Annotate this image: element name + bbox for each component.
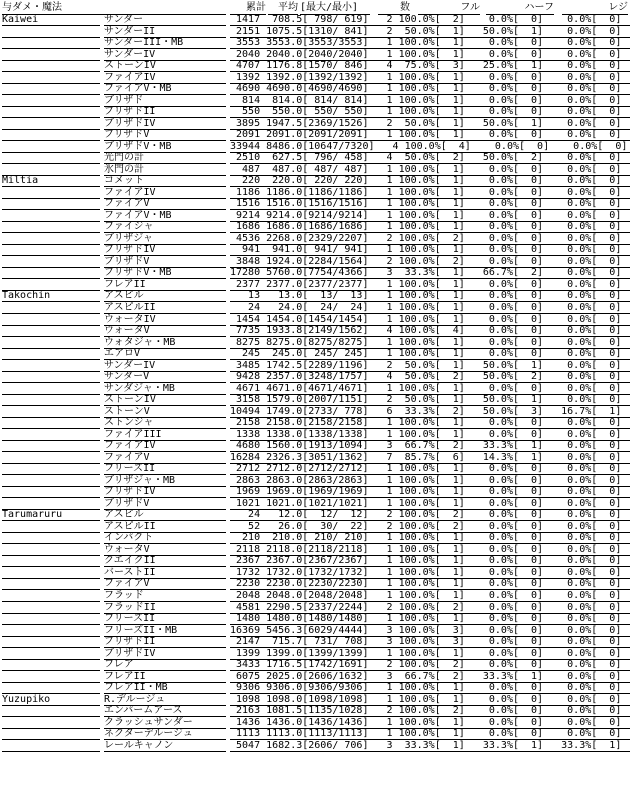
table-row	[0, 705, 633, 716]
header-average: 平均	[268, 2, 298, 15]
magic-name: アスピル	[104, 290, 226, 302]
player-name	[2, 267, 100, 279]
table-row	[0, 26, 633, 37]
header-half: ハーフ	[486, 2, 554, 15]
damage-stats: 2863 2863.0[2863/2863] 1 100.0%[ 1] 0.0%[ 0] 0.0%[ 0]	[230, 475, 630, 487]
damage-stats: 10494 1749.0[2733/ 778] 6 33.3%[ 2] 50.0%[ 3] 16.7%[ 1]	[230, 406, 630, 418]
magic-name: サンダーIV	[104, 49, 226, 61]
magic-name: フレア	[104, 659, 226, 671]
magic-name: フレアII	[104, 671, 226, 683]
magic-name: バーストII	[104, 567, 226, 579]
damage-stats: 1338 1338.0[1338/1338] 1 100.0%[ 1] 0.0%[ 0] 0.0%[ 0]	[230, 429, 630, 441]
table-row	[0, 302, 633, 313]
table-row	[0, 717, 633, 728]
player-name	[2, 486, 100, 498]
player-name	[2, 221, 100, 233]
table-row	[0, 60, 633, 71]
table-row	[0, 440, 633, 451]
magic-name: ブリザドV・MB	[104, 141, 226, 153]
player-name	[2, 360, 100, 372]
player-name	[2, 141, 100, 153]
damage-stats: 1399 1399.0[1399/1399] 1 100.0%[ 1] 0.0%[ 0] 0.0%[ 0]	[230, 648, 630, 660]
player-name	[2, 659, 100, 671]
damage-stats: 1021 1021.0[1021/1021] 1 100.0%[ 1] 0.0%[ 0] 0.0%[ 0]	[230, 498, 630, 510]
table-row	[0, 613, 633, 624]
magic-name: フレアII	[104, 279, 226, 291]
table-row	[0, 348, 633, 359]
magic-name: フラッドII	[104, 602, 226, 614]
table-row	[0, 555, 633, 566]
player-name	[2, 26, 100, 38]
player-name	[2, 302, 100, 314]
player-name	[2, 244, 100, 256]
table-row	[0, 509, 633, 520]
player-name	[2, 371, 100, 383]
magic-name: ウォタジャ・MB	[104, 337, 226, 349]
damage-stats: 9428 2357.0[3248/1757] 4 50.0%[ 2] 50.0%[ 2] 0.0%[ 0]	[230, 371, 630, 383]
magic-name: サンダー	[104, 14, 226, 26]
damage-stats: 3895 1947.5[2369/1526] 2 50.0%[ 1] 50.0%[ 1] 0.0%[ 0]	[230, 118, 630, 130]
damage-stats: 1969 1969.0[1969/1969] 1 100.0%[ 1] 0.0%[ 0] 0.0%[ 0]	[230, 486, 630, 498]
damage-stats: 1436 1436.0[1436/1436] 1 100.0%[ 1] 0.0%[ 0] 0.0%[ 0]	[230, 717, 630, 729]
player-name	[2, 429, 100, 441]
table-row	[0, 129, 633, 140]
table-row	[0, 37, 633, 48]
damage-stats: 13 13.0[ 13/ 13] 1 100.0%[ 1] 0.0%[ 0] 0.0%[ 0]	[230, 290, 630, 302]
damage-stats: 24 24.0[ 24/ 24] 1 100.0%[ 1] 0.0%[ 0] 0.0%[ 0]	[230, 302, 630, 314]
magic-name: エンパームアース	[104, 705, 226, 717]
magic-name: ウォータIV	[104, 314, 226, 326]
magic-name: コメット	[104, 175, 226, 187]
damage-stats: 9214 9214.0[9214/9214] 1 100.0%[ 1] 0.0%[ 0] 0.0%[ 0]	[230, 210, 630, 222]
player-name	[2, 314, 100, 326]
player-name	[2, 532, 100, 544]
damage-stats: 3433 1716.5[1742/1691] 2 100.0%[ 2] 0.0%[ 0] 0.0%[ 0]	[230, 659, 630, 671]
damage-stats: 1186 1186.0[1186/1186] 1 100.0%[ 1] 0.0%[ 0] 0.0%[ 0]	[230, 187, 630, 199]
magic-name: ストーンIV	[104, 394, 226, 406]
table-row	[0, 106, 633, 117]
player-name	[2, 498, 100, 510]
table-row	[0, 337, 633, 348]
damage-stats: 4581 2290.5[2337/2244] 2 100.0%[ 2] 0.0%[ 0] 0.0%[ 0]	[230, 602, 630, 614]
magic-name: ブリザドIV	[104, 244, 226, 256]
table-row	[0, 187, 633, 198]
player-name	[2, 325, 100, 337]
table-row	[0, 417, 633, 428]
magic-name: ブリザジャ	[104, 233, 226, 245]
player-name: Tarumaruru	[2, 509, 100, 521]
magic-name: 氷門の計	[104, 164, 226, 176]
damage-stats: 2712 2712.0[2712/2712] 1 100.0%[ 1] 0.0%[ 0] 0.0%[ 0]	[230, 463, 630, 475]
damage-stats: 245 245.0[ 245/ 245] 1 100.0%[ 1] 0.0%[ 0] 0.0%[ 0]	[230, 348, 630, 360]
damage-stats: 1516 1516.0[1516/1516] 1 100.0%[ 1] 0.0%[ 0] 0.0%[ 0]	[230, 198, 630, 210]
magic-name: ストーンIV	[104, 60, 226, 72]
magic-name: ブリザドII	[104, 106, 226, 118]
player-name	[2, 406, 100, 418]
magic-name: ファイアIII	[104, 429, 226, 441]
magic-name: レールキャノン	[104, 740, 226, 752]
magic-name: ファイアV・MB	[104, 83, 226, 95]
table-row	[0, 72, 633, 83]
magic-name: ブリザドV	[104, 129, 226, 141]
table-row	[0, 360, 633, 371]
table-row	[0, 498, 633, 509]
damage-stats: 1417 708.5[ 798/ 619] 2 100.0%[ 2] 0.0%[ 0] 0.0%[ 0]	[230, 14, 630, 26]
table-row	[0, 625, 633, 636]
table-row	[0, 198, 633, 209]
table-row	[0, 210, 633, 221]
player-name	[2, 164, 100, 176]
player-name	[2, 671, 100, 683]
damage-stats: 210 210.0[ 210/ 210] 1 100.0%[ 1] 0.0%[ 0] 0.0%[ 0]	[230, 532, 630, 544]
player-name	[2, 567, 100, 579]
magic-name: ブリザドV・MB	[104, 267, 226, 279]
table-row	[0, 429, 633, 440]
damage-stats: 33944 8486.0[10647/7320] 4 100.0%[ 4] 0.0%[ 0] 0.0%[ 0]	[230, 141, 630, 153]
table-row	[0, 694, 633, 705]
damage-stats: 2048 2048.0[2048/2048] 1 100.0%[ 1] 0.0%[ 0] 0.0%[ 0]	[230, 590, 630, 602]
damage-stats: 6075 2025.0[2606/1632] 3 66.7%[ 2] 33.3%[ 1] 0.0%[ 0]	[230, 671, 630, 683]
player-name	[2, 578, 100, 590]
magic-name: フリーズII	[104, 463, 226, 475]
magic-name: ストーンV	[104, 406, 226, 418]
table-row	[0, 221, 633, 232]
player-name: Miltia	[2, 175, 100, 187]
player-name	[2, 187, 100, 199]
magic-name: インパクト	[104, 532, 226, 544]
magic-name: ネクターデルージュ	[104, 728, 226, 740]
damage-stats: 814 814.0[ 814/ 814] 1 100.0%[ 1] 0.0%[ 0] 0.0%[ 0]	[230, 95, 630, 107]
table-row	[0, 49, 633, 60]
table-row	[0, 728, 633, 739]
player-name	[2, 544, 100, 556]
damage-stats: 941 941.0[ 941/ 941] 1 100.0%[ 1] 0.0%[ 0] 0.0%[ 0]	[230, 244, 630, 256]
magic-name: アスピルII	[104, 302, 226, 314]
table-row	[0, 475, 633, 486]
damage-stats: 1732 1732.0[1732/1732] 1 100.0%[ 1] 0.0%[ 0] 0.0%[ 0]	[230, 567, 630, 579]
damage-stats: 2091 2091.0[2091/2091] 1 100.0%[ 1] 0.0%[ 0] 0.0%[ 0]	[230, 129, 630, 141]
player-name	[2, 452, 100, 464]
player-name: Yuzupiko	[2, 694, 100, 706]
damage-stats: 2163 1081.5[1135/1028] 2 100.0%[ 2] 0.0%[ 0] 0.0%[ 0]	[230, 705, 630, 717]
magic-name: フリーズII	[104, 613, 226, 625]
table-row	[0, 371, 633, 382]
magic-name: アスピルII	[104, 521, 226, 533]
player-name: Kaiwei	[2, 14, 100, 26]
table-row	[0, 267, 633, 278]
damage-stats: 17280 5760.0[7754/4366] 3 33.3%[ 1] 66.7%[ 2] 0.0%[ 0]	[230, 267, 630, 279]
table-row	[0, 175, 633, 186]
magic-name: ファイアIV	[104, 187, 226, 199]
magic-name: サンダーII	[104, 26, 226, 38]
damage-stats: 3485 1742.5[2289/1196] 2 50.0%[ 1] 50.0%[ 1] 0.0%[ 0]	[230, 360, 630, 372]
damage-stats: 52 26.0[ 30/ 22] 2 100.0%[ 2] 0.0%[ 0] 0.0%[ 0]	[230, 521, 630, 533]
magic-name: ブリザドIV	[104, 118, 226, 130]
player-name	[2, 555, 100, 567]
damage-stats: 220 220.0[ 220/ 220] 1 100.0%[ 1] 0.0%[ 0] 0.0%[ 0]	[230, 175, 630, 187]
table-row	[0, 279, 633, 290]
damage-stats: 550 550.0[ 550/ 550] 1 100.0%[ 1] 0.0%[ 0] 0.0%[ 0]	[230, 106, 630, 118]
damage-stats: 1686 1686.0[1686/1686] 1 100.0%[ 1] 0.0%[ 0] 0.0%[ 0]	[230, 221, 630, 233]
magic-name: 光門の計	[104, 152, 226, 164]
damage-stats: 1113 1113.0[1113/1113] 1 100.0%[ 1] 0.0%[ 0] 0.0%[ 0]	[230, 728, 630, 740]
damage-stats: 1454 1454.0[1454/1454] 1 100.0%[ 1] 0.0%[ 0] 0.0%[ 0]	[230, 314, 630, 326]
player-name	[2, 740, 100, 752]
table-row	[0, 486, 633, 497]
table-row	[0, 233, 633, 244]
magic-name: クラッシュサンダー	[104, 717, 226, 729]
player-name	[2, 383, 100, 395]
magic-name: サンダジャ・MB	[104, 383, 226, 395]
player-name	[2, 198, 100, 210]
magic-name: ブリザド	[104, 95, 226, 107]
table-row	[0, 314, 633, 325]
player-name	[2, 682, 100, 694]
damage-stats: 2230 2230.0[2230/2230] 1 100.0%[ 1] 0.0%[ 0] 0.0%[ 0]	[230, 578, 630, 590]
header-player-magic: 与ダメ・魔法	[2, 2, 100, 15]
player-name	[2, 475, 100, 487]
damage-stats: 2151 1075.5[1310/ 841] 2 50.0%[ 1] 50.0%[ 1] 0.0%[ 0]	[230, 26, 630, 38]
player-name	[2, 463, 100, 475]
damage-stats: 1480 1480.0[1480/1480] 1 100.0%[ 1] 0.0%[ 0] 0.0%[ 0]	[230, 613, 630, 625]
player-name	[2, 279, 100, 291]
table-row	[0, 578, 633, 589]
player-name	[2, 636, 100, 648]
magic-name: ストンジャ	[104, 417, 226, 429]
magic-name: ファイアV・MB	[104, 210, 226, 222]
player-name	[2, 95, 100, 107]
magic-name: ブリザジャ・MB	[104, 475, 226, 487]
magic-name: フラッド	[104, 590, 226, 602]
player-name	[2, 49, 100, 61]
damage-stats: 5047 1682.3[2606/ 706] 3 33.3%[ 1] 33.3%[ 1] 33.3%[ 1]	[230, 740, 630, 752]
table-row	[0, 544, 633, 555]
damage-stats: 3158 1579.0[2007/1151] 2 50.0%[ 1] 50.0%[ 1] 0.0%[ 0]	[230, 394, 630, 406]
damage-stats: 4690 4690.0[4690/4690] 1 100.0%[ 1] 0.0%[ 0] 0.0%[ 0]	[230, 83, 630, 95]
player-name	[2, 83, 100, 95]
player-name	[2, 590, 100, 602]
magic-name: ブリザドIV	[104, 486, 226, 498]
magic-name: ウォータV	[104, 325, 226, 337]
magic-name: ウォータV	[104, 544, 226, 556]
damage-stats: 487 487.0[ 487/ 487] 1 100.0%[ 1] 0.0%[ 0] 0.0%[ 0]	[230, 164, 630, 176]
table-row	[0, 325, 633, 336]
header-full: フル	[418, 2, 480, 15]
magic-name: ブリザドV	[104, 256, 226, 268]
magic-name: フレアII・MB	[104, 682, 226, 694]
player-name	[2, 717, 100, 729]
damage-stats: 1098 1098.0[1098/1098] 1 100.0%[ 1] 0.0%[ 0] 0.0%[ 0]	[230, 694, 630, 706]
header-total: 累計	[230, 2, 266, 15]
magic-name: ファイアV	[104, 198, 226, 210]
damage-stats: 2367 2367.0[2367/2367] 1 100.0%[ 1] 0.0%[ 0] 0.0%[ 0]	[230, 555, 630, 567]
player-name	[2, 256, 100, 268]
table-row	[0, 636, 633, 647]
magic-name: ファイジャ	[104, 221, 226, 233]
header-count: 数	[378, 2, 410, 15]
player-name	[2, 337, 100, 349]
table-row	[0, 141, 633, 152]
table-row	[0, 602, 633, 613]
player-name	[2, 210, 100, 222]
magic-name: サンダーIV	[104, 360, 226, 372]
magic-name: フリーズII・MB	[104, 625, 226, 637]
player-name	[2, 106, 100, 118]
damage-stats: 7735 1933.8[2149/1562] 4 100.0%[ 4] 0.0%[ 0] 0.0%[ 0]	[230, 325, 630, 337]
damage-stats: 16369 5456.3[6029/4444] 3 100.0%[ 3] 0.0%[ 0] 0.0%[ 0]	[230, 625, 630, 637]
player-name	[2, 233, 100, 245]
table-row	[0, 532, 633, 543]
damage-stats: 4536 2268.0[2329/2207] 2 100.0%[ 2] 0.0%[ 0] 0.0%[ 0]	[230, 233, 630, 245]
player-name	[2, 72, 100, 84]
player-name	[2, 129, 100, 141]
player-name	[2, 60, 100, 72]
table-row	[0, 83, 633, 94]
header-resist: レジ	[562, 2, 628, 15]
magic-name: ファイアV	[104, 578, 226, 590]
magic-name: クエイクII	[104, 555, 226, 567]
player-name	[2, 705, 100, 717]
player-name	[2, 521, 100, 533]
table-row	[0, 671, 633, 682]
damage-stats: 2040 2040.0[2040/2040] 1 100.0%[ 1] 0.0%[ 0] 0.0%[ 0]	[230, 49, 630, 61]
table-row	[0, 590, 633, 601]
damage-stats: 3553 3553.0[3553/3553] 1 100.0%[ 1] 0.0%[ 0] 0.0%[ 0]	[230, 37, 630, 49]
table-row	[0, 256, 633, 267]
table-row	[0, 383, 633, 394]
damage-stats: 9306 9306.0[9306/9306] 1 100.0%[ 1] 0.0%[ 0] 0.0%[ 0]	[230, 682, 630, 694]
damage-stats: 24 12.0[ 12/ 12] 2 100.0%[ 2] 0.0%[ 0] 0.0%[ 0]	[230, 509, 630, 521]
table-row	[0, 452, 633, 463]
player-name: Takochin	[2, 290, 100, 302]
table-row	[0, 648, 633, 659]
table-row	[0, 394, 633, 405]
header-max-min: [最大/最小]	[300, 2, 370, 15]
player-name	[2, 728, 100, 740]
magic-name: アスピル	[104, 509, 226, 521]
damage-stats: 4707 1176.8[1570/ 846] 4 75.0%[ 3] 25.0%[ 1] 0.0%[ 0]	[230, 60, 630, 72]
table-row	[0, 567, 633, 578]
magic-name: ファイアIV	[104, 72, 226, 84]
magic-name: サンダーIII・MB	[104, 37, 226, 49]
table-row	[0, 659, 633, 670]
damage-stats: 2510 627.5[ 796/ 458] 4 50.0%[ 2] 50.0%[ 2] 0.0%[ 0]	[230, 152, 630, 164]
player-name	[2, 613, 100, 625]
table-row	[0, 406, 633, 417]
player-name	[2, 625, 100, 637]
damage-stats: 8275 8275.0[8275/8275] 1 100.0%[ 1] 0.0%[ 0] 0.0%[ 0]	[230, 337, 630, 349]
magic-name: サンダーV	[104, 371, 226, 383]
magic-name: R.デルージュ	[104, 694, 226, 706]
damage-stats: 3848 1924.0[2284/1564] 2 100.0%[ 2] 0.0%[ 0] 0.0%[ 0]	[230, 256, 630, 268]
magic-name: ブリザドV	[104, 498, 226, 510]
player-name	[2, 118, 100, 130]
header-row	[0, 2, 633, 13]
magic-name: ファイアV	[104, 452, 226, 464]
magic-name: ファイアIV	[104, 440, 226, 452]
table-row	[0, 521, 633, 532]
player-name	[2, 602, 100, 614]
magic-name: エアロV	[104, 348, 226, 360]
table-row	[0, 682, 633, 693]
table-row	[0, 164, 633, 175]
table-row	[0, 244, 633, 255]
table-row	[0, 463, 633, 474]
damage-stats: 2147 715.7[ 731/ 708] 3 100.0%[ 3] 0.0%[ 0] 0.0%[ 0]	[230, 636, 630, 648]
damage-stats: 4680 1560.0[1913/1094] 3 66.7%[ 2] 33.3%[ 1] 0.0%[ 0]	[230, 440, 630, 452]
player-name	[2, 37, 100, 49]
player-name	[2, 440, 100, 452]
table-row	[0, 152, 633, 163]
player-name	[2, 348, 100, 360]
damage-stats: 4671 4671.0[4671/4671] 1 100.0%[ 1] 0.0%[ 0] 0.0%[ 0]	[230, 383, 630, 395]
damage-stats: 2158 2158.0[2158/2158] 1 100.0%[ 1] 0.0%[ 0] 0.0%[ 0]	[230, 417, 630, 429]
damage-stats: 2118 2118.0[2118/2118] 1 100.0%[ 1] 0.0%[ 0] 0.0%[ 0]	[230, 544, 630, 556]
magic-name: ブリザドIV	[104, 648, 226, 660]
damage-stats: 16284 2326.3[3051/1362] 7 85.7%[ 6] 14.3%[ 1] 0.0%[ 0]	[230, 452, 630, 464]
table-row	[0, 14, 633, 25]
damage-stats: 1392 1392.0[1392/1392] 1 100.0%[ 1] 0.0%[ 0] 0.0%[ 0]	[230, 72, 630, 84]
player-name	[2, 152, 100, 164]
table-row	[0, 118, 633, 129]
magic-name: ブリザドII	[104, 636, 226, 648]
table-row	[0, 740, 633, 751]
player-name	[2, 417, 100, 429]
player-name	[2, 394, 100, 406]
table-row	[0, 290, 633, 301]
damage-stats: 2377 2377.0[2377/2377] 1 100.0%[ 1] 0.0%[ 0] 0.0%[ 0]	[230, 279, 630, 291]
player-name	[2, 648, 100, 660]
table-row	[0, 95, 633, 106]
